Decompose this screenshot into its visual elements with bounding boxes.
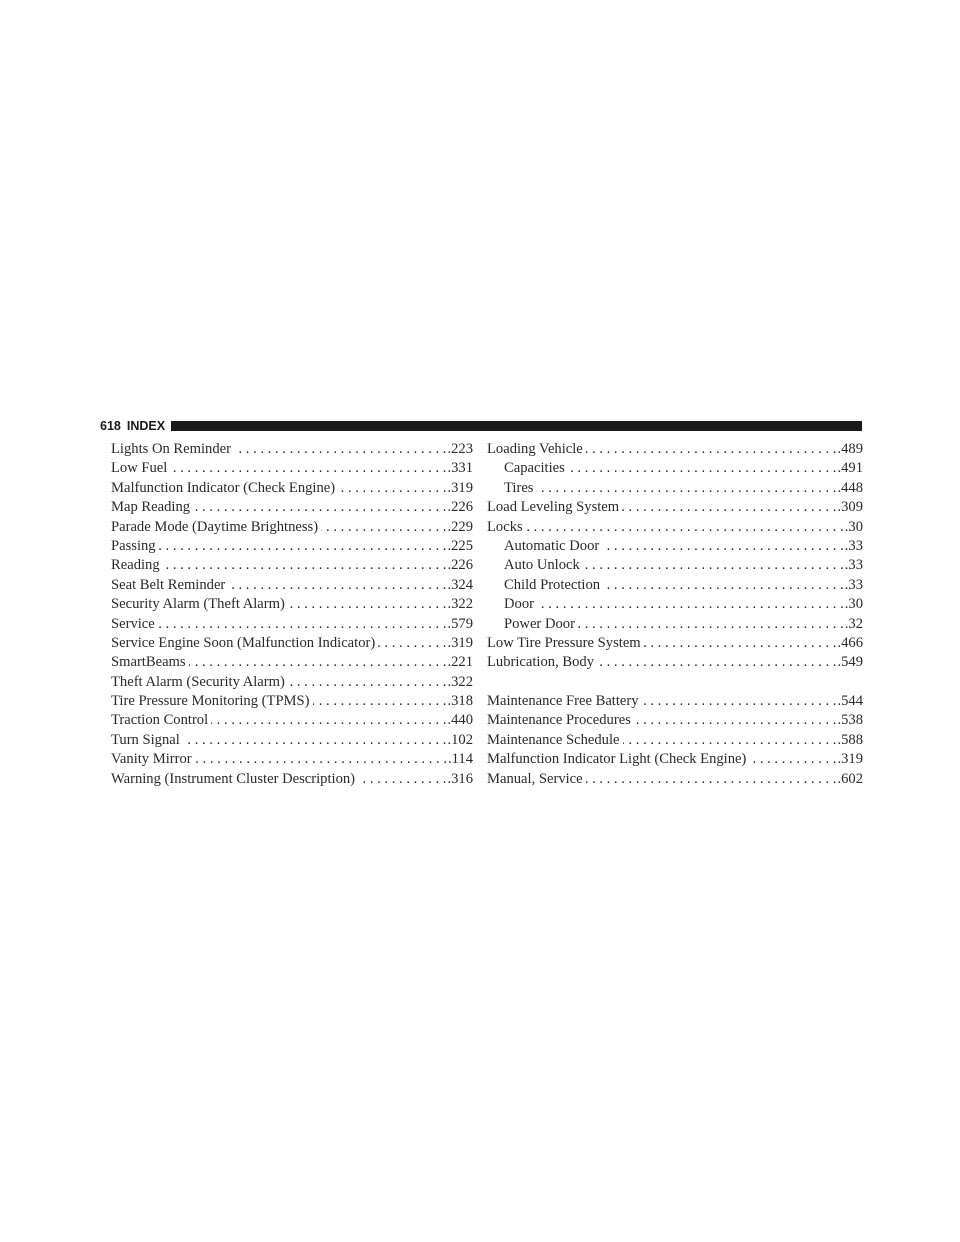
index-entry [487, 634, 863, 653]
entry-page-number: .114 [448, 751, 473, 768]
index-entry [487, 711, 863, 730]
section-title: INDEX [126, 419, 166, 433]
entry-page-number: .316 [447, 770, 473, 787]
index-subentry [487, 479, 863, 498]
entry-page-number: .223 [447, 441, 473, 457]
entry-page-number: .309 [837, 499, 863, 516]
entry-page-number: .322 [447, 596, 473, 613]
entry-label: Load Leveling System [487, 499, 620, 516]
index-entry [111, 518, 473, 537]
entry-page-number: .226 [447, 557, 473, 574]
entry-label: Auto Unlock [504, 557, 580, 574]
dot-leader [211, 711, 446, 730]
dot-leader [313, 692, 447, 711]
dot-leader [623, 731, 837, 750]
entry-label: Vanity Mirror [111, 751, 192, 768]
index-column-right [487, 440, 863, 789]
entry-label: Turn Signal [111, 731, 180, 748]
dot-leader [234, 440, 446, 459]
dot-leader [526, 518, 844, 537]
index-entry [111, 595, 473, 614]
entry-label: SmartBeams [111, 654, 186, 671]
dot-leader [749, 750, 836, 769]
entry-label: Low Tire Pressure System [487, 634, 641, 651]
dot-leader [536, 479, 836, 498]
dot-leader [163, 556, 447, 575]
dot-leader [583, 556, 844, 575]
index-entry [487, 518, 863, 537]
header-rule [171, 421, 862, 431]
index-subentry [487, 459, 863, 478]
dot-leader [578, 615, 844, 634]
index-entry [111, 498, 473, 517]
dot-leader [183, 731, 447, 750]
index-entry [487, 653, 863, 672]
page-header [100, 418, 862, 434]
index-entry [111, 653, 473, 672]
entry-page-number: .538 [837, 712, 863, 729]
index-entry [111, 556, 473, 575]
index-entry [111, 770, 473, 789]
dot-leader [568, 459, 837, 478]
index-entry [111, 440, 473, 459]
entry-label: Lubrication, Body [487, 654, 595, 671]
entry-page-number: .319 [447, 479, 473, 496]
dot-leader [288, 595, 447, 614]
page-number: 618 [100, 419, 121, 433]
index-subentry [487, 595, 863, 614]
dot-leader [537, 595, 844, 614]
entry-label: Maintenance Schedule [487, 731, 620, 748]
entry-label: Maintenance Free Battery [487, 693, 639, 710]
index-entry [111, 576, 473, 595]
entry-page-number: .225 [447, 537, 473, 554]
entry-label: Map Reading [111, 499, 191, 516]
entry-page-number: .221 [447, 654, 473, 671]
dot-leader [321, 518, 446, 537]
dot-leader [378, 634, 446, 653]
index-entry [111, 731, 473, 750]
entry-page-number: .229 [447, 518, 473, 535]
index-column-left [111, 440, 473, 789]
entry-page-number: .602 [837, 770, 863, 787]
index-group-l [487, 440, 863, 673]
entry-label: Passing [111, 537, 156, 554]
entry-label: Lights On Reminder [111, 441, 231, 457]
dot-leader [597, 653, 836, 672]
index-subentry [487, 615, 863, 634]
entry-page-number: .579 [447, 615, 473, 632]
entry-label: Child Protection [504, 576, 601, 593]
dot-leader [644, 634, 837, 653]
entry-page-number: .33 [844, 537, 863, 554]
index-entry [487, 440, 863, 459]
entry-label: Maintenance Procedures [487, 712, 631, 729]
index-entry [487, 770, 863, 789]
entry-page-number: .549 [837, 654, 863, 671]
entry-page-number: .30 [844, 596, 863, 613]
entry-label: Low Fuel [111, 460, 168, 477]
index-entry [487, 750, 863, 769]
entry-page-number: .33 [844, 576, 863, 593]
entry-page-number: .226 [447, 499, 473, 516]
entry-label: Loading Vehicle [487, 441, 583, 457]
entry-page-number: .466 [837, 634, 863, 651]
index-entry [111, 750, 473, 769]
entry-label: Seat Belt Reminder [111, 576, 226, 593]
dot-leader [603, 576, 844, 595]
entry-label: Automatic Door [504, 537, 600, 554]
entry-page-number: .319 [447, 634, 473, 651]
entry-page-number: .331 [447, 460, 473, 477]
index-entry [487, 498, 863, 517]
entry-page-number: .319 [837, 751, 863, 768]
entry-page-number: .322 [447, 673, 473, 690]
index-entry [111, 711, 473, 730]
index-subentry [487, 537, 863, 556]
entry-page-number: .102 [447, 731, 473, 748]
entry-page-number: .30 [844, 518, 863, 535]
entry-label: Reading [111, 557, 160, 574]
entry-label: Theft Alarm (Security Alarm) [111, 673, 285, 690]
index-group-m [487, 692, 863, 789]
entry-page-number: .491 [837, 460, 863, 477]
index-entry [111, 537, 473, 556]
entry-page-number: .440 [447, 712, 473, 729]
index-entry [111, 479, 473, 498]
index-subentry [487, 576, 863, 595]
entry-label: Manual, Service [487, 770, 583, 787]
entry-label: Warning (Instrument Cluster Description) [111, 770, 356, 787]
entry-page-number: .33 [844, 557, 863, 574]
entry-label: Tires [504, 479, 534, 496]
entry-label: Malfunction Indicator (Check Engine) [111, 479, 336, 496]
index-entry [487, 692, 863, 711]
dot-leader [228, 576, 446, 595]
entry-label: Traction Control [111, 712, 209, 729]
dot-leader [642, 692, 837, 711]
dot-leader [159, 537, 447, 556]
dot-leader [288, 673, 447, 692]
dot-leader [358, 770, 446, 789]
entry-label: Malfunction Indicator Light (Check Engine) [487, 751, 747, 768]
entry-label: Capacities [504, 460, 565, 477]
group-gap [487, 673, 863, 692]
dot-leader [158, 615, 447, 634]
dot-leader [338, 479, 446, 498]
dot-leader [193, 498, 446, 517]
entry-page-number: .32 [844, 615, 863, 632]
entry-label: Service [111, 615, 155, 632]
entry-label: Security Alarm (Theft Alarm) [111, 596, 285, 613]
entry-label: Locks [487, 518, 523, 535]
index-entry [111, 459, 473, 478]
dot-leader [622, 498, 836, 517]
entry-label: Service Engine Soon (Malfunction Indicator) [111, 634, 376, 651]
index-entry [111, 634, 473, 653]
index-entry [111, 615, 473, 634]
index-entry [111, 673, 473, 692]
entry-page-number: .489 [837, 441, 863, 457]
entry-label: Door [504, 596, 534, 613]
entry-label: Tire Pressure Monitoring (TPMS) [111, 693, 310, 710]
dot-leader [602, 537, 844, 556]
dot-leader [586, 440, 837, 459]
dot-leader [189, 653, 447, 672]
entry-page-number: .544 [837, 693, 863, 710]
dot-leader [195, 750, 447, 769]
index-subentry [487, 556, 863, 575]
entry-label: Power Door [504, 615, 575, 632]
entry-page-number: .318 [447, 693, 473, 710]
entry-page-number: .448 [837, 479, 863, 496]
index-entry [487, 731, 863, 750]
dot-leader [170, 459, 446, 478]
entry-label: Parade Mode (Daytime Brightness) [111, 518, 319, 535]
dot-leader [586, 770, 837, 789]
entry-page-number: .324 [447, 576, 473, 593]
dot-leader [634, 711, 837, 730]
index-entry [111, 692, 473, 711]
entry-page-number: .588 [837, 731, 863, 748]
